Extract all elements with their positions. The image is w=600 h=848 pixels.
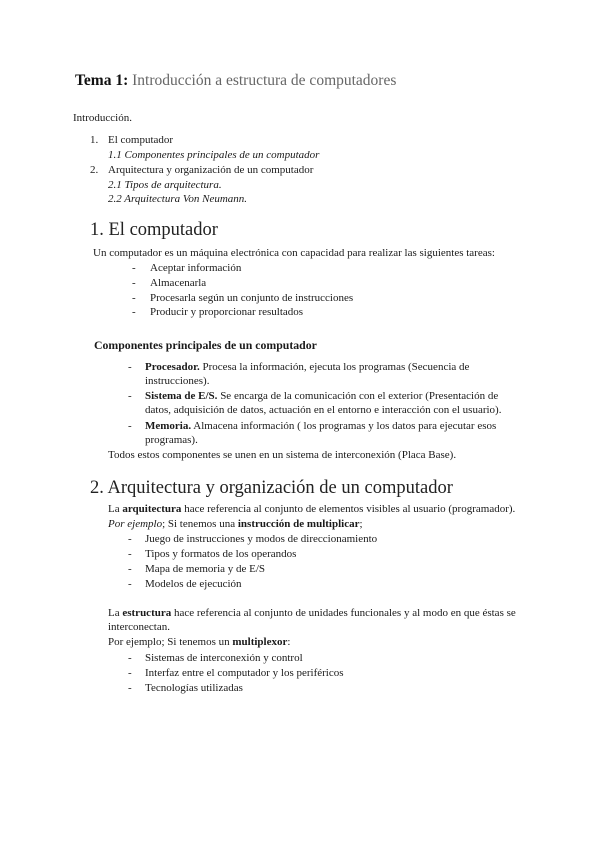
bullet-dash: -	[132, 306, 136, 318]
text-fragment: hace referencia al conjunto de unidades funcionales y al modo en que éstas se	[173, 607, 516, 619]
arch-item-3: Mapa de memoria y de E/S	[145, 563, 266, 575]
bullet-dash: -	[128, 667, 132, 679]
task-item-2: Almacenarla	[150, 277, 207, 289]
components-heading: Componentes principales de un computador	[94, 338, 317, 352]
bullet-dash: -	[128, 390, 132, 402]
text-fragment: ;	[359, 518, 363, 530]
component-term: Memoria.	[145, 420, 192, 432]
bullet-dash: -	[132, 262, 136, 274]
example-label: Por ejemplo	[108, 518, 163, 530]
structure-term: estructura	[122, 607, 172, 619]
text-fragment: ; Si tenemos una	[162, 518, 236, 530]
architecture-definition	[108, 503, 515, 515]
text-fragment: La	[108, 503, 120, 515]
toc-item-1: El computador	[108, 134, 174, 146]
component-text: Almacena información ( los programas y los datos para ejecutar esos	[193, 420, 497, 432]
arch-item-2: Tipos y formatos de los operandos	[145, 548, 297, 560]
text-fragment: Por ejemplo; Si tenemos un	[108, 636, 230, 648]
arch-item-1: Juego de instrucciones y modos de direccionamiento	[145, 533, 378, 545]
bullet-dash: -	[128, 548, 132, 560]
component-item-3-cont: programas).	[145, 434, 198, 446]
task-item-1: Aceptar información	[150, 262, 242, 274]
text-fragment: hace referencia al conjunto de elementos visibles al usuario (programador).	[184, 503, 516, 515]
structure-definition-cont: interconectan.	[108, 621, 170, 633]
toc-subitem-2-2: 2.2 Arquitectura Von Neumann.	[108, 193, 248, 205]
architecture-term: arquitectura	[122, 503, 182, 515]
example-bold: multiplexor	[232, 636, 288, 648]
bullet-dash: -	[132, 292, 136, 304]
component-text: Procesa la información, ejecuta los programas (Secuencia de	[202, 361, 470, 373]
architecture-example	[108, 518, 363, 530]
toc-heading: Introducción.	[73, 112, 132, 124]
bullet-dash: -	[128, 533, 132, 545]
toc-num-1: 1.	[90, 134, 99, 146]
bullet-dash: -	[128, 361, 132, 373]
struct-item-3: Tecnologías utilizadas	[145, 682, 243, 694]
section-2-heading: 2. Arquitectura y organización de un computador	[90, 478, 453, 498]
component-item-1	[145, 361, 469, 373]
component-text: Se encarga de la comunicación con el exterior (Presentación de	[220, 390, 499, 402]
component-item-1-cont: instrucciones).	[145, 375, 210, 387]
toc-item-2: Arquitectura y organización de un computador	[108, 164, 314, 176]
bullet-dash: -	[132, 277, 136, 289]
bullet-dash: -	[128, 682, 132, 694]
toc-num-2: 2.	[90, 164, 99, 176]
arch-item-4: Modelos de ejecución	[145, 578, 242, 590]
example-bold: instrucción de multiplicar	[237, 518, 360, 530]
page-title	[75, 72, 396, 90]
component-item-2	[145, 390, 498, 402]
task-item-3: Procesarla según un conjunto de instrucciones	[150, 292, 354, 304]
section-1-heading: 1. El computador	[90, 220, 218, 240]
component-term: Sistema de E/S.	[145, 390, 218, 402]
section-1-intro: Un computador es un máquina electrónica con capacidad para realizar las siguientes tareas:	[93, 247, 495, 259]
text-fragment: :	[287, 636, 291, 648]
component-item-2-cont: datos, adquisición de datos, actuación en el entorno e interacción con el usuario).	[145, 404, 502, 416]
components-closing: Todos estos componentes se unen en un sistema de interconexión (Placa Base).	[108, 449, 457, 461]
component-term: Procesador.	[145, 361, 200, 373]
title-bold: Tema 1:	[75, 72, 129, 89]
toc-subitem-2-1: 2.1 Tipos de arquitectura.	[108, 179, 222, 191]
title-text: Introducción a estructura de computadores	[132, 72, 397, 89]
bullet-dash: -	[128, 420, 132, 432]
component-item-3	[145, 420, 496, 432]
task-item-4: Producir y proporcionar resultados	[150, 306, 304, 318]
text-fragment: La	[108, 607, 120, 619]
toc-subitem-1-1: 1.1 Componentes principales de un computador	[108, 149, 320, 161]
bullet-dash: -	[128, 652, 132, 664]
structure-definition	[108, 607, 516, 619]
struct-item-1: Sistemas de interconexión y control	[145, 652, 303, 664]
bullet-dash: -	[128, 578, 132, 590]
bullet-dash: -	[128, 563, 132, 575]
structure-example	[108, 636, 290, 648]
struct-item-2: Interfaz entre el computador y los periféricos	[145, 667, 344, 679]
